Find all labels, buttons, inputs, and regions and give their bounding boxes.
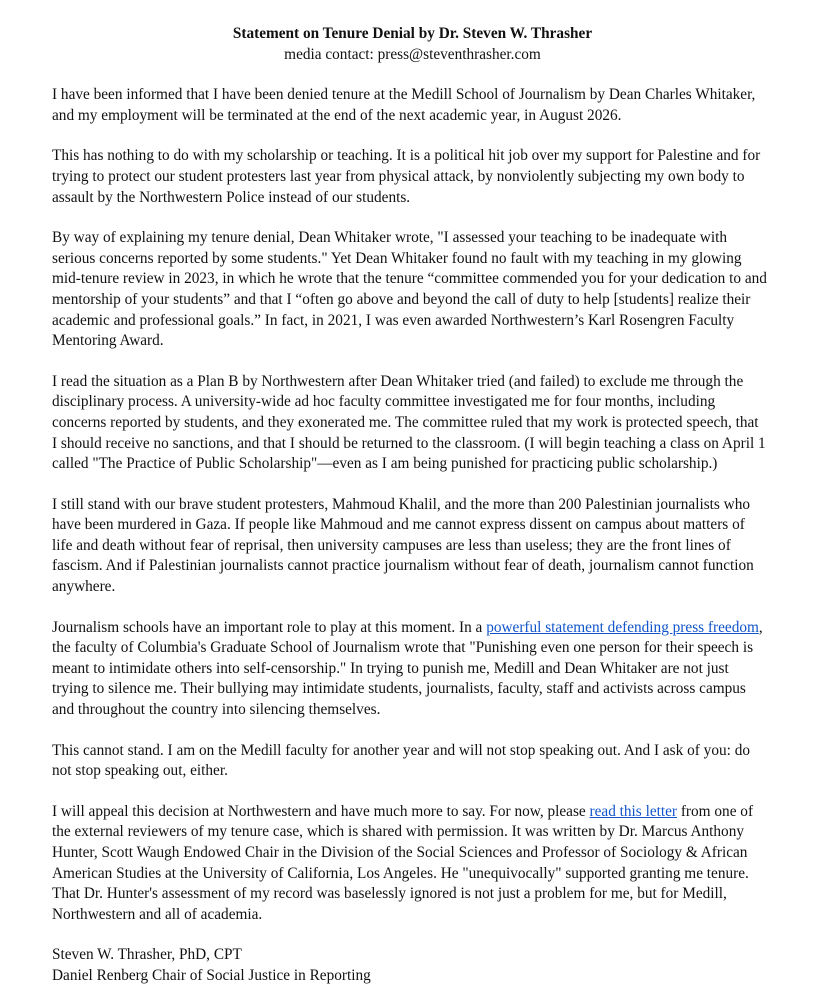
paragraph-text: I will appeal this decision at Northwestern and have much more to say. For now, please bbox=[52, 802, 590, 820]
paragraph-appeal bbox=[52, 802, 767, 926]
signature-name: Steven W. Thrasher, PhD, CPT bbox=[52, 946, 242, 964]
media-contact: media contact: press@steventhrasher.com bbox=[284, 45, 541, 63]
paragraph-plan-b: I read the situation as a Plan B by Northwestern after Dean Whitaker tried (and failed) to exclude me through the disciplinary process. A university-wide ad hoc faculty committee investigated me for four months, including concerns reported by students, and they exonerated me. The committee ruled that my work is protected speech, that I should receive no sanctions, and that I should be returned to the classroom. (I will begin teaching a class on April 1 called "The Practice of Public Scholarship"—even as I am being punished for practicing public scholarship.) bbox=[52, 372, 766, 473]
signature-position: Daniel Renberg Chair of Social Justice in Reporting bbox=[52, 966, 371, 984]
paragraph-text: from one of the external reviewers of my tenure case, which is shared with permission. It was written by Dr. Marcus Anthony Hunter, Scott Waugh Endowed Chair in the Division of the Social Sciences and Professor of Sociology & African American Studies at the University of California, Los Angeles. He "unequivocally" supported granting me tenure. That Dr. Hunter's assessment of my record was baselessly ignored is not just a problem for me, but for Medill, Northwestern and all of academia. bbox=[52, 802, 754, 923]
document-title: Statement on Tenure Denial by Dr. Steven W. Thrasher bbox=[232, 25, 593, 42]
paragraph-teaching-assessment: By way of explaining my tenure denial, Dean Whitaker wrote, "I assessed your teaching to be inadequate with serious concerns reported by some students." Yet Dean Whitaker found no fault with my teaching in my glowing mid-tenure review in 2023, in which he wrote that the tenure “committee commended you for your dedication to and mentorship of your students” and that I “often go above and beyond the call of duty to help [students] realize their academic and professional goals.” In fact, in 2021, I was even awarded Northwestern’s Karl Rosengren Faculty Mentoring Award. bbox=[52, 229, 767, 350]
paragraph-cannot-stand: This cannot stand. I am on the Medill faculty for another year and will not stop speaking out. And I ask of you: do not stop speaking out, either. bbox=[52, 741, 750, 780]
paragraph-text: Journalism schools have an important role to play at this moment. In a bbox=[52, 618, 487, 636]
paragraph-tenure-denied: I have been informed that I have been denied tenure at the Medill School of Journalism by Dean Charles Whitaker, and my employment will be terminated at the end of the next academic year, in August 2026. bbox=[52, 86, 756, 124]
press-freedom-statement-link[interactable]: powerful statement defending press freedom bbox=[486, 618, 759, 636]
signature-block bbox=[52, 945, 767, 986]
read-letter-link[interactable]: read this letter bbox=[589, 802, 678, 820]
paragraph-solidarity: I still stand with our brave student protesters, Mahmoud Khalil, and the more than 200 Palestinian journalists who have been murdered in Gaza. If people like Mahmoud and me cannot express dissent on campus about matters of life and death without fear of reprisal, then university campuses are less than useless; they are the front lines of fascism. And if Palestinian journalists cannot practice journalism without fear of death, journalism cannot function anywhere. bbox=[52, 495, 754, 596]
paragraph-political-hit-job: This has nothing to do with my scholarship or teaching. It is a political hit job over my support for Palestine and for trying to protect our student protesters last year from physical attack, by nonviolently subjecting my own body to assault by the Northwestern Police instead of our students. bbox=[52, 147, 761, 206]
paragraph-journalism-schools bbox=[52, 618, 767, 721]
paragraph-text: , the faculty of Columbia's Graduate School of Journalism wrote that "Punishing even one person for their speech is meant to intimidate others into self-censorship." In trying to punish me, Medill and Dean Whitaker are not just trying to silence me. Their bullying may intimidate students, journalists, faculty, staff and activists across campus and throughout the country into silencing themselves. bbox=[52, 618, 763, 719]
document-header bbox=[52, 24, 767, 65]
